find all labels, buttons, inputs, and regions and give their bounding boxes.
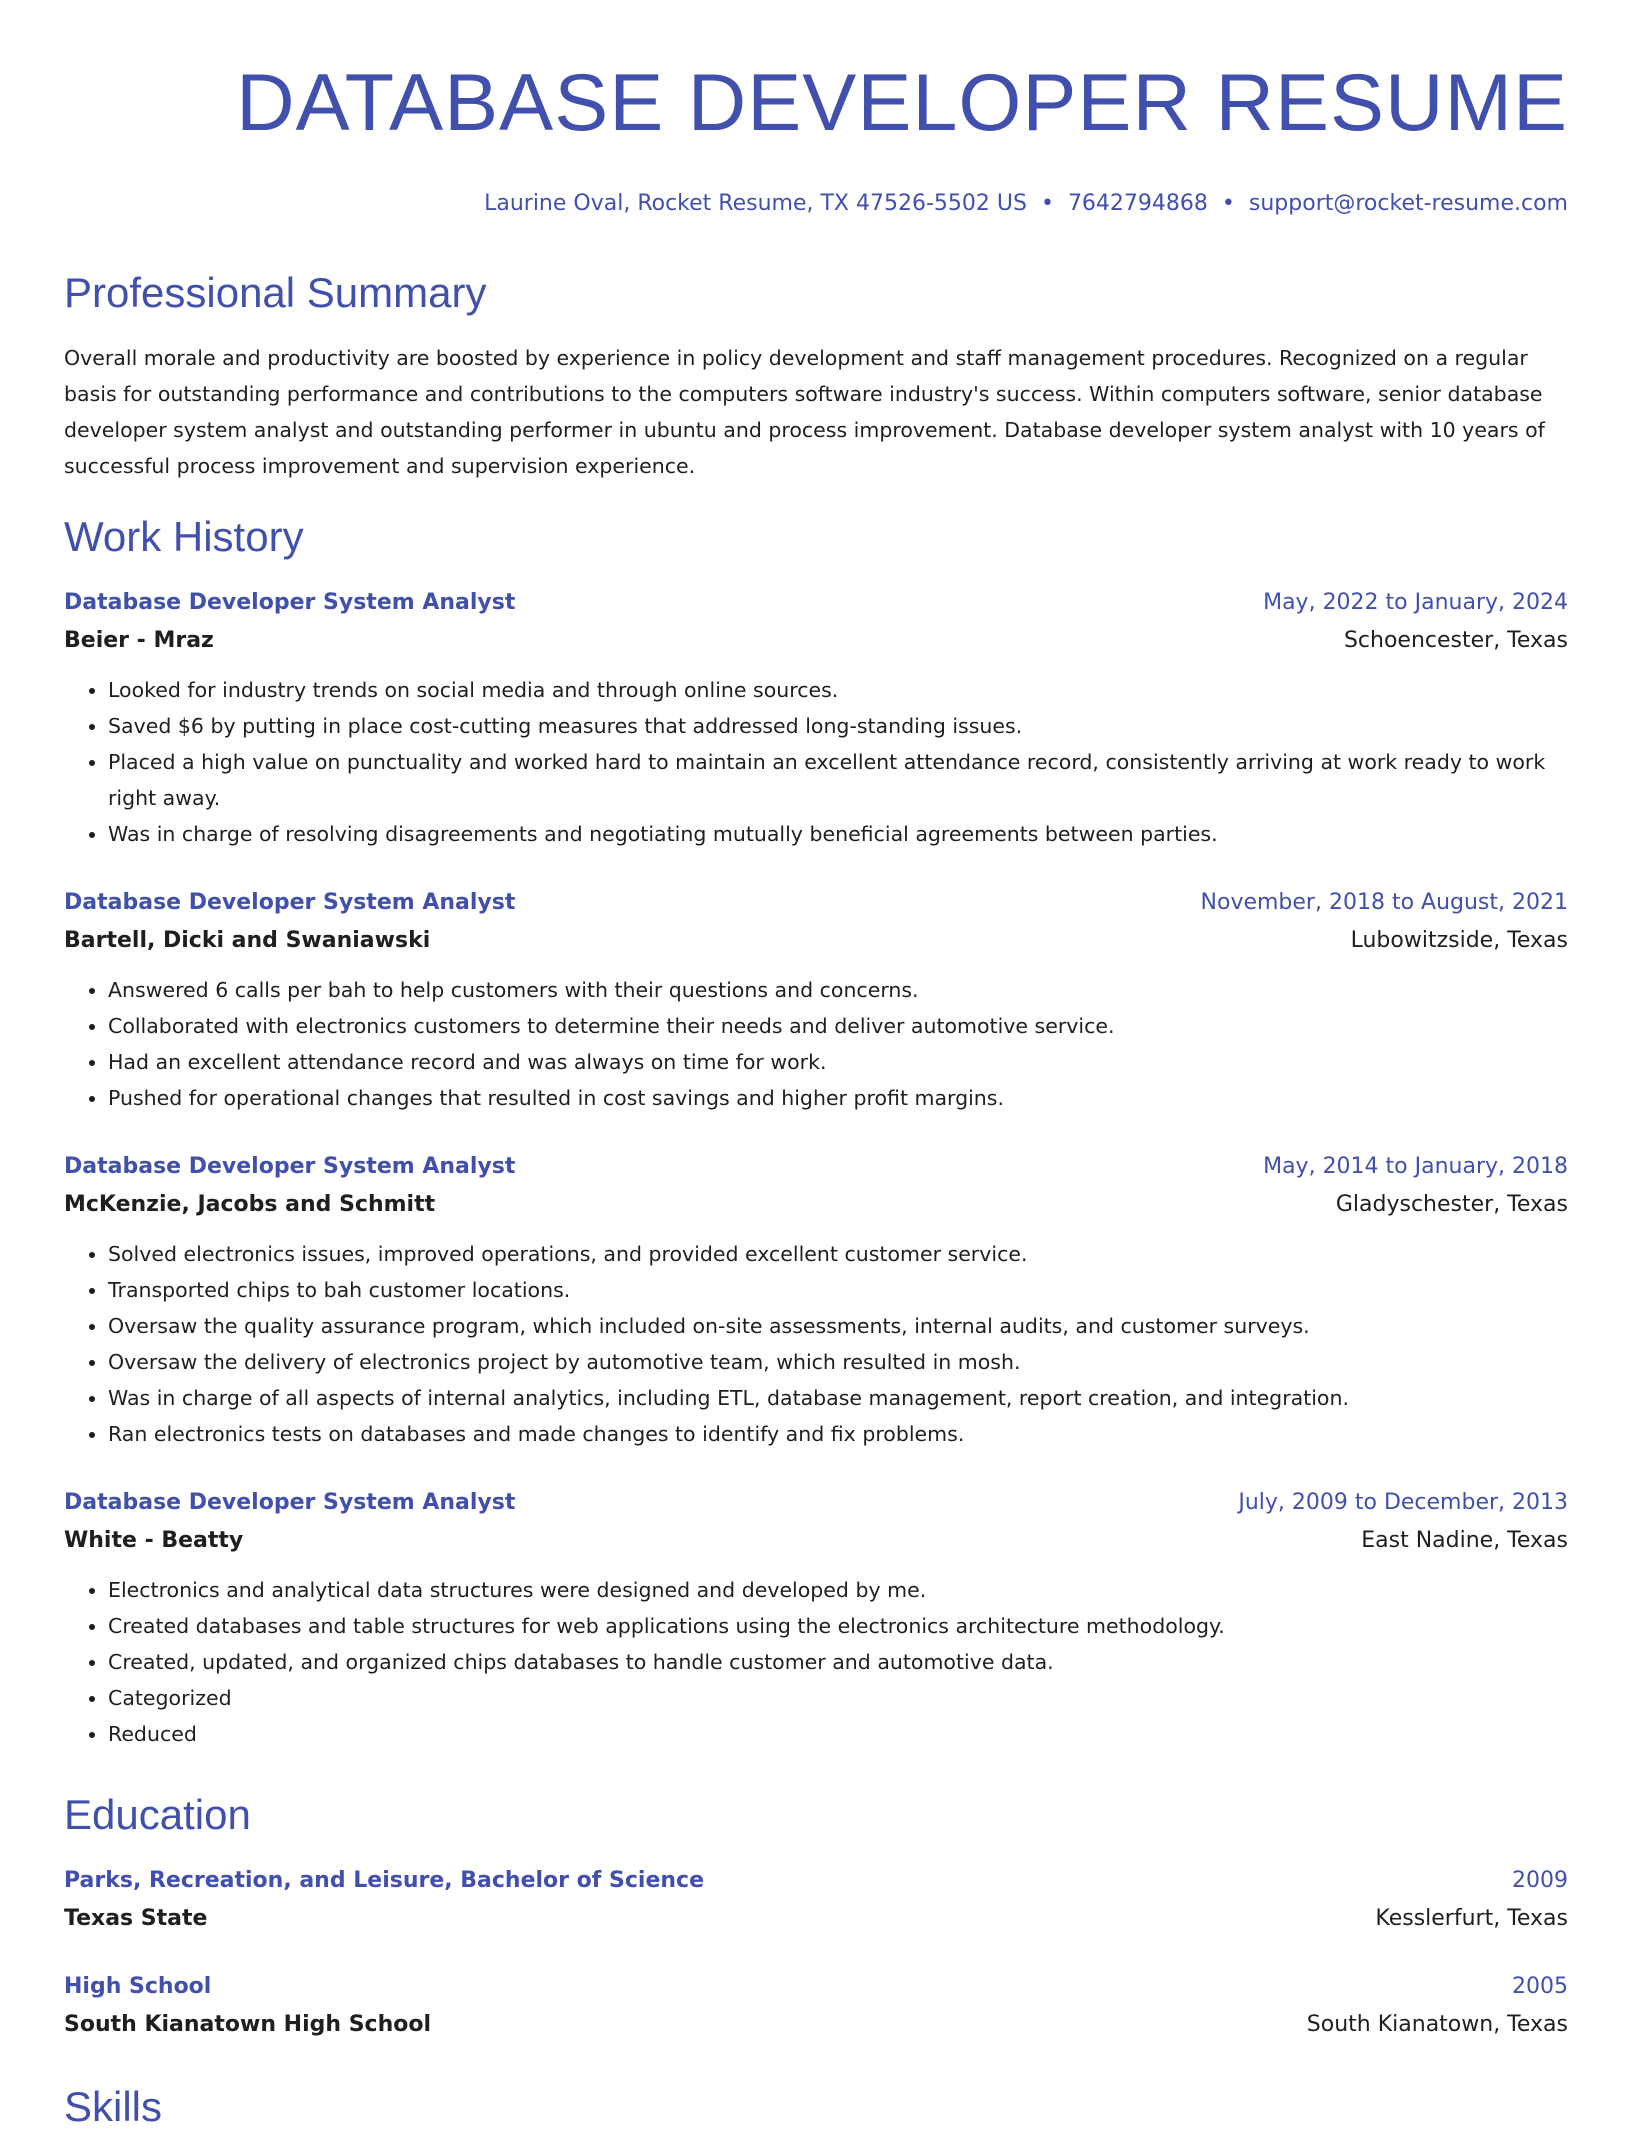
job-header	[64, 584, 1568, 622]
job-dates: May, 2014 to January, 2018	[1263, 1154, 1568, 1179]
job-bullet: • Pushed for operational changes that resulted in cost savings and higher profit margins.	[108, 1080, 1568, 1116]
job-bullet: • Electronics and analytical data structures were designed and developed by me.	[108, 1572, 1568, 1608]
contact-info	[64, 186, 1568, 222]
job-dates: November, 2018 to August, 2021	[1200, 890, 1568, 915]
education-year: 2009	[1512, 1868, 1568, 1893]
education-subheader	[64, 2006, 1568, 2044]
job-subheader	[64, 622, 1568, 660]
summary-heading: Professional Summary	[64, 269, 487, 316]
job-entry	[64, 1148, 1568, 1452]
job-bullet: • Saved $6 by putting in place cost-cutting measures that addressed long-standing issues.	[108, 708, 1568, 744]
job-location: Gladyschester, Texas	[1335, 1192, 1568, 1217]
contact-email: support@rocket-resume.com	[1248, 191, 1568, 216]
job-bullet: • Solved electronics issues, improved operations, and provided excellent customer service.	[108, 1236, 1568, 1272]
summary-text: Overall morale and productivity are boosted by experience in policy development and staff management procedures. Recognized on a regular basis for outstanding performance and contributions to the computers software industry's success. Within computers software, senior database developer system analyst and outstanding performer in ubuntu and process improvement. Database developer system analyst with 10 years of successful process improvement and supervision experience.	[64, 346, 1545, 478]
resume-page	[64, 0, 1568, 2136]
job-bullet: • Was in charge of all aspects of internal analytics, including ETL, database management, report creation, and integration.	[108, 1380, 1568, 1416]
skills-heading: Skills	[64, 2083, 163, 2130]
job-bullets	[64, 1572, 1568, 1752]
job-bullet: • Placed a high value on punctuality and worked hard to maintain an excellent attendance record, consistently arriving at work ready to work right away.	[108, 744, 1568, 816]
job-header	[64, 1148, 1568, 1186]
job-entry	[64, 584, 1568, 852]
education-location: South Kianatown, Texas	[1306, 2012, 1568, 2037]
education-heading: Education	[64, 1791, 251, 1838]
job-bullet: • Oversaw the delivery of electronics project by automotive team, which resulted in mosh.	[108, 1344, 1568, 1380]
education-subheader	[64, 1900, 1568, 1938]
education-location: Kesslerfurt, Texas	[1375, 1906, 1568, 1931]
job-title: Database Developer System Analyst	[64, 1490, 516, 1515]
job-bullets	[64, 1236, 1568, 1452]
job-bullet: • Collaborated with electronics customers to determine their needs and deliver automotive service.	[108, 1008, 1568, 1044]
education-school: South Kianatown High School	[64, 2012, 432, 2037]
job-subheader	[64, 1522, 1568, 1560]
education-header	[64, 1862, 1568, 1900]
job-location: Lubowitzside, Texas	[1350, 928, 1568, 953]
education-header	[64, 1968, 1568, 2006]
job-bullet: • Was in charge of resolving disagreements and negotiating mutually beneficial agreements between parties.	[108, 816, 1568, 852]
job-bullet: • Looked for industry trends on social media and through online sources.	[108, 672, 1568, 708]
job-dates: May, 2022 to January, 2024	[1263, 590, 1568, 615]
job-company: Bartell, Dicki and Swaniawski	[64, 928, 431, 953]
contact-address: Laurine Oval, Rocket Resume, TX 47526-5502 US	[484, 191, 1027, 216]
job-location: East Nadine, Texas	[1361, 1528, 1568, 1553]
job-title: Database Developer System Analyst	[64, 890, 516, 915]
job-company: McKenzie, Jacobs and Schmitt	[64, 1192, 436, 1217]
education-school: Texas State	[64, 1906, 208, 1931]
contact-separator: •	[1221, 191, 1235, 216]
job-dates: July, 2009 to December, 2013	[1238, 1490, 1568, 1515]
job-bullet: • Oversaw the quality assurance program, which included on-site assessments, internal audits, and customer surveys.	[108, 1308, 1568, 1344]
education-degree: Parks, Recreation, and Leisure, Bachelor of Science	[64, 1868, 704, 1893]
job-bullet: • Created, updated, and organized chips databases to handle customer and automotive data.	[108, 1644, 1568, 1680]
contact-separator: •	[1040, 191, 1054, 216]
job-subheader	[64, 1186, 1568, 1224]
job-entry	[64, 884, 1568, 1116]
job-bullet: • Created databases and table structures for web applications using the electronics architecture methodology.	[108, 1608, 1568, 1644]
resume-title: DATABASE DEVELOPER RESUME	[236, 58, 1568, 148]
job-bullet: • Ran electronics tests on databases and made changes to identify and fix problems.	[108, 1416, 1568, 1452]
job-title: Database Developer System Analyst	[64, 590, 516, 615]
job-title: Database Developer System Analyst	[64, 1154, 516, 1179]
job-location: Schoencester, Texas	[1343, 628, 1568, 653]
job-bullet: • Had an excellent attendance record and was always on time for work.	[108, 1044, 1568, 1080]
job-bullets	[64, 672, 1568, 852]
job-company: Beier - Mraz	[64, 628, 214, 653]
contact-phone: 7642794868	[1067, 191, 1208, 216]
job-subheader	[64, 922, 1568, 960]
education-entry	[64, 1862, 1568, 1938]
job-header	[64, 1484, 1568, 1522]
job-company: White - Beatty	[64, 1528, 244, 1553]
job-bullet: • Categorized	[108, 1680, 1568, 1716]
education-year: 2005	[1512, 1974, 1568, 1999]
job-bullet: • Transported chips to bah customer locations.	[108, 1272, 1568, 1308]
job-header	[64, 884, 1568, 922]
education-entry	[64, 1968, 1568, 2044]
job-bullet: • Reduced	[108, 1716, 1568, 1752]
work-history-heading: Work History	[64, 513, 304, 560]
job-bullet: • Answered 6 calls per bah to help customers with their questions and concerns.	[108, 972, 1568, 1008]
job-bullets	[64, 972, 1568, 1116]
education-degree: High School	[64, 1974, 212, 1999]
job-entry	[64, 1484, 1568, 1752]
